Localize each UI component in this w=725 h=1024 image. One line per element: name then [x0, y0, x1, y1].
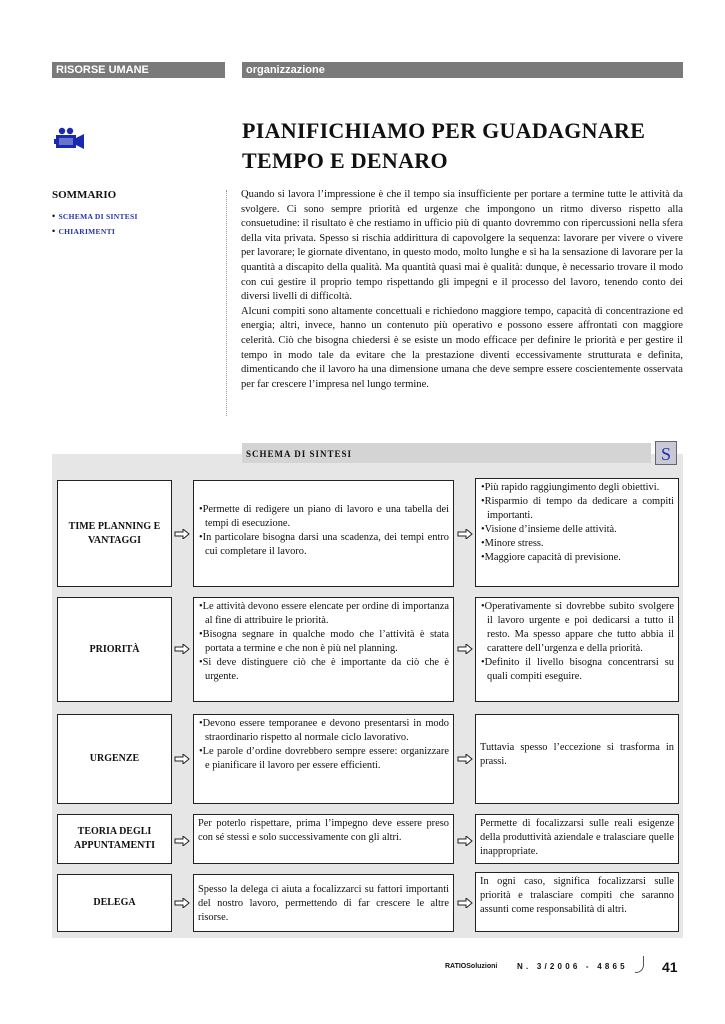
arrow-right-icon — [174, 754, 190, 764]
list-item: •Minore stress. — [481, 538, 544, 549]
arrow-right-icon — [174, 529, 190, 539]
footer-bracket — [635, 956, 644, 973]
arrow-right-icon — [457, 644, 473, 654]
row-middle-teoria-appuntamenti — [193, 814, 454, 864]
row-right-time-planning — [475, 478, 679, 587]
arrow-right-icon — [174, 898, 190, 908]
row-middle-time-planning — [193, 480, 454, 587]
section-header-risorse-umane: RISORSE UMANE — [52, 62, 225, 78]
row-label-priorita: PRIORITÀ — [57, 597, 172, 702]
row-label-teoria-appuntamenti: TEORIA DEGLI APPUNTAMENTI — [57, 814, 172, 864]
summary-bullet: • — [52, 226, 56, 236]
summary-link-label: CHIARIMENTI — [58, 227, 116, 236]
row-label-delega: DELEGA — [57, 874, 172, 932]
row-middle-priorita — [193, 597, 454, 702]
arrow-right-icon — [457, 898, 473, 908]
arrow-right-icon — [457, 529, 473, 539]
section-header-organizzazione: organizzazione — [242, 62, 683, 78]
section-badge-s: S — [655, 441, 677, 465]
row-middle-urgenze — [193, 714, 454, 804]
row-right-urgenze — [475, 714, 679, 804]
list-item: •Le attività devono essere elencate per ordine di importanza al fine di attribuire le priorità. — [199, 601, 449, 626]
row-right-text: Permette di focalizzarsi sulle reali esigenze della produttività aziendale e tralasciare quelle inappropriate. — [480, 818, 674, 857]
arrow-right-icon — [174, 644, 190, 654]
summary-link-schema[interactable] — [52, 211, 138, 221]
list-item: •Maggiore capacità di previsione. — [481, 552, 621, 563]
list-item: •Bisogna segnare in qualche modo che l’attività è stata portata a termine e che non è più nel planning. — [199, 629, 449, 654]
row-right-text: In ogni caso, significa focalizzarsi sulle priorità e tralasciare compiti che saranno assunti come responsabilità di altri. — [480, 876, 674, 915]
row-label-urgenze: URGENZE — [57, 714, 172, 804]
intro-paragraph: Alcuni compiti sono altamente concettuali e richiedono maggiore tempo, capacità di concentrazione ed energia; altri, invece, hanno un contenuto più operativo e possono essere affrontati con maggiore celerità. Ciò che bisogna chiedersi è se esiste un modo efficace per definire le priorità e per gestire il tempo in modo tale da evitare che la prestazione diventi eccessivamente strutturata e definita, dimenticando che il lavoro ha una dimensione umana che deve sempre essere coscientemente osservata per far crescere l’impresa nel lungo termine. — [241, 305, 683, 390]
list-item: •Si deve distinguere ciò che è importante da ciò che è urgente. — [199, 657, 449, 682]
intro-text — [241, 188, 683, 392]
title-line-2: TEMPO E DENARO — [242, 148, 448, 173]
summary-bullet: • — [52, 211, 56, 221]
arrow-right-icon — [174, 836, 190, 846]
arrow-right-icon — [457, 754, 473, 764]
intro-paragraph: Quando si lavora l’impressione è che il tempo sia insufficiente per portare a termine tutte le attività da svolgere. Ci sono sempre priorità ed urgenze che impongono un ritmo diverso rispetto alla consuetudine: il risultato è che restiamo in ufficio più di quanto dovremmo con ripercussioni nella sfera della vita privata. Spesso si rischia addirittura di capovolgere la sequenza: lavorare per vivere o vivere per lavorare; le giornate diventano, in questo modo, molto lunghe e si ha la sensazione di lavorare per la quantità a discapito della qualità. Ma quantità quasi mai è qualità: dunque, è necessario trovare il modo con cui gestire il proprio tempo rispettando gli impegni e il processo del lavoro, tenendo conto dei diversi livelli di difficoltà. — [241, 189, 683, 303]
arrow-right-icon — [457, 836, 473, 846]
list-item: •Devono essere temporanee e devono presentarsi in modo straordinario rispetto al normale ciclo lavorativo. — [199, 718, 449, 743]
title-line-1: PIANIFICHIAMO PER GUADAGNARE — [242, 118, 646, 143]
article-title — [242, 116, 692, 176]
video-camera-icon — [54, 127, 86, 151]
list-item: •Visione d’insieme delle attività. — [481, 524, 617, 535]
scheme-header: SCHEMA DI SINTESI — [242, 443, 651, 463]
summary-link-chiarimenti[interactable] — [52, 226, 115, 236]
row-right-priorita — [475, 597, 679, 702]
list-item: •Più rapido raggiungimento degli obiettivi. — [481, 482, 660, 493]
row-middle-text: Spesso la delega ci aiuta a focalizzarci su fattori importanti del nostro lavoro, permettendo di far crescere le altre risorse. — [198, 884, 449, 923]
row-right-teoria-appuntamenti — [475, 814, 679, 864]
page-number: 41 — [662, 959, 678, 975]
list-item: •Definito il livello bisogna concentrarsi su quali compiti eseguire. — [481, 657, 674, 682]
summary-link-label: SCHEMA DI SINTESI — [58, 212, 138, 221]
footer-brand: RATIOSoluzioni — [445, 963, 498, 970]
row-right-text: Tuttavia spesso l’eccezione si trasforma in prassi. — [480, 742, 674, 767]
row-right-delega — [475, 872, 679, 932]
list-item: •Permette di redigere un piano di lavoro e una tabella dei tempi di esecuzione. — [199, 504, 449, 529]
column-divider — [226, 190, 227, 416]
row-label-time-planning: TIME PLANNING E VANTAGGI — [57, 480, 172, 587]
row-middle-delega — [193, 874, 454, 932]
list-item: •Le parole d’ordine dovrebbero sempre essere: organizzare e pianificare il lavoro per essere efficienti. — [199, 746, 449, 771]
list-item: •In particolare bisogna darsi una scadenza, dei tempi entro cui completare il lavoro. — [199, 532, 449, 557]
summary-heading: SOMMARIO — [52, 189, 117, 201]
list-item: •Operativamente si dovrebbe subito svolgere il lavoro urgente e poi dedicarsi a tutto il resto. Ma spesso appare che tutto abbia il carattere dell’urgenza e della priorità. — [481, 601, 674, 654]
footer-issue: N. 3/2006 - 4865 — [517, 962, 628, 971]
row-middle-text: Per poterlo rispettare, prima l’impegno deve essere preso con sé stessi e solo successivamente con gli altri. — [198, 818, 449, 843]
list-item: •Risparmio di tempo da dedicare a compiti importanti. — [481, 496, 674, 521]
